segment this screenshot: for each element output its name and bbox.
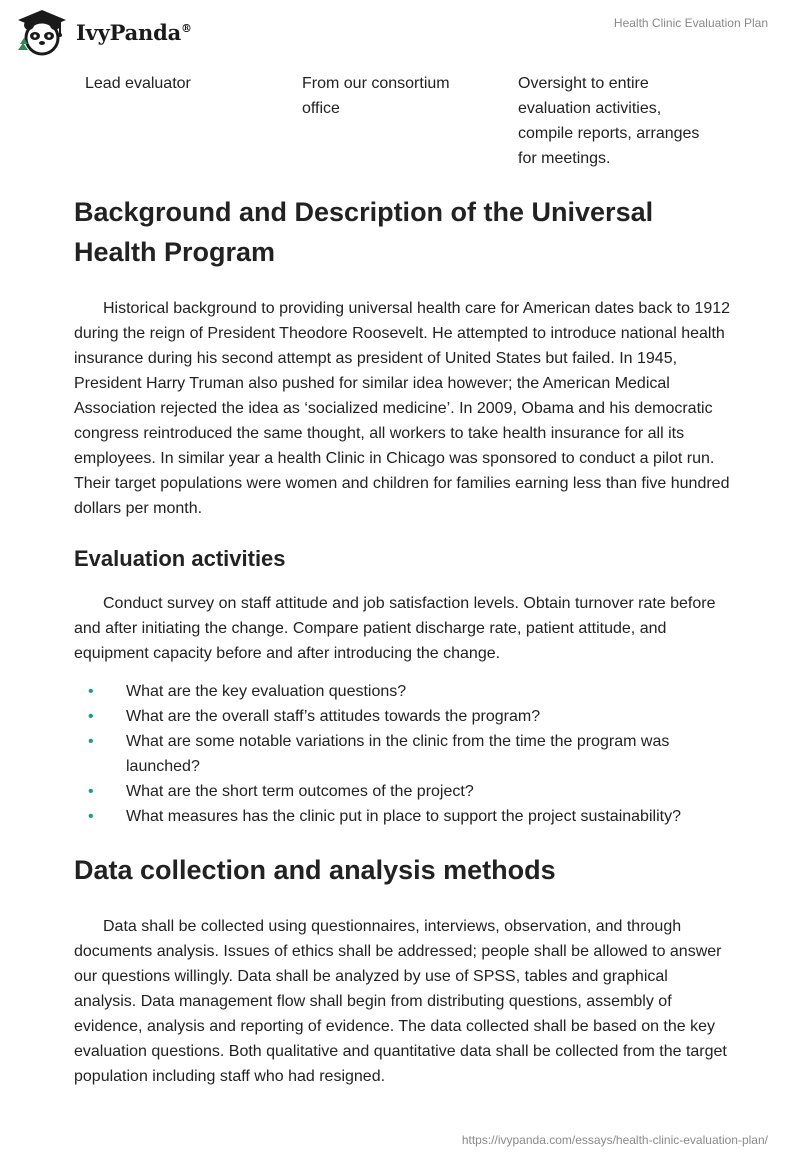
ivypanda-logo[interactable] — [14, 8, 192, 56]
list-item: • What are the short term outcomes of the project? — [74, 779, 734, 804]
bullet-icon: • — [88, 733, 94, 750]
article-body — [74, 192, 734, 1089]
background-paragraph: Historical background to providing universal health care for American dates back to 1912 during the reign of President Theodore Roosevelt. He attempted to introduce national health insurance during his second attempt as president of United States but failed. In 1945, President Harry Truman also pushed for similar idea however; the American Medical Association rejected the idea as ‘socialized medicine’. In 2009, Obama and his democratic congress reintroduced the same thought, all workers to take health insurance for all its employees. In similar year a health Clinic in Chicago was sponsored to conduct a pilot run. Their target populations were women and children for families earning less than five hundred dollars per month. — [74, 300, 731, 517]
list-item: • What are the overall staff’s attitudes towards the program? — [74, 704, 734, 729]
table-cell-duties: Oversight to entire evaluation activities, compile reports, arranges for meetings. — [518, 75, 700, 167]
page-header — [0, 0, 800, 60]
panda-graduate-logo-icon — [14, 8, 70, 56]
list-item: • What are some notable variations in the clinic from the time the program was launched? — [74, 729, 734, 779]
list-item: • What measures has the clinic put in place to support the project sustainability? — [74, 804, 734, 829]
bullet-icon: • — [88, 708, 94, 725]
brand-name: IvyPanda — [76, 19, 182, 45]
table-cell-source: From our consortium office — [302, 75, 450, 117]
bullet-icon: • — [88, 808, 94, 825]
bullet-icon: • — [88, 683, 94, 700]
data-collection-heading: Data collection and analysis methods — [74, 855, 556, 885]
evaluation-heading: Evaluation activities — [74, 546, 286, 571]
list-item: • What are the key evaluation questions? — [74, 679, 734, 704]
bullet-icon: • — [88, 783, 94, 800]
brand-registered-mark: ® — [181, 21, 192, 35]
table-cell-role: Lead evaluator — [85, 75, 191, 92]
source-url-link[interactable]: https://ivypanda.com/essays/health-clinic-evaluation-plan/ — [461, 1133, 768, 1147]
background-heading: Background and Description of the Universal Health Program — [74, 197, 654, 267]
document-title: Health Clinic Evaluation Plan — [613, 16, 768, 30]
table-row — [85, 71, 745, 171]
data-collection-paragraph: Data shall be collected using questionnaires, interviews, observation, and through documents analysis. Issues of ethics shall be addressed; people shall be allowed to answer our questions willingly. Data shall be analyzed by use of SPSS, tables and graphical analysis. Data management flow shall begin from distributing questions, assembly of evidence, analysis and reporting of evidence. The data collected shall be based on the key evaluation questions. Both qualitative and quantitative data shall be collected from the target population including staff who had resigned. — [74, 918, 727, 1085]
evaluation-questions-list — [74, 679, 734, 829]
evaluation-paragraph: Conduct survey on staff attitude and job satisfaction levels. Obtain turnover rate before and after initiating the change. Compare patient discharge rate, patient attitude, and equipment capacity before and after introducing the change. — [74, 595, 716, 662]
